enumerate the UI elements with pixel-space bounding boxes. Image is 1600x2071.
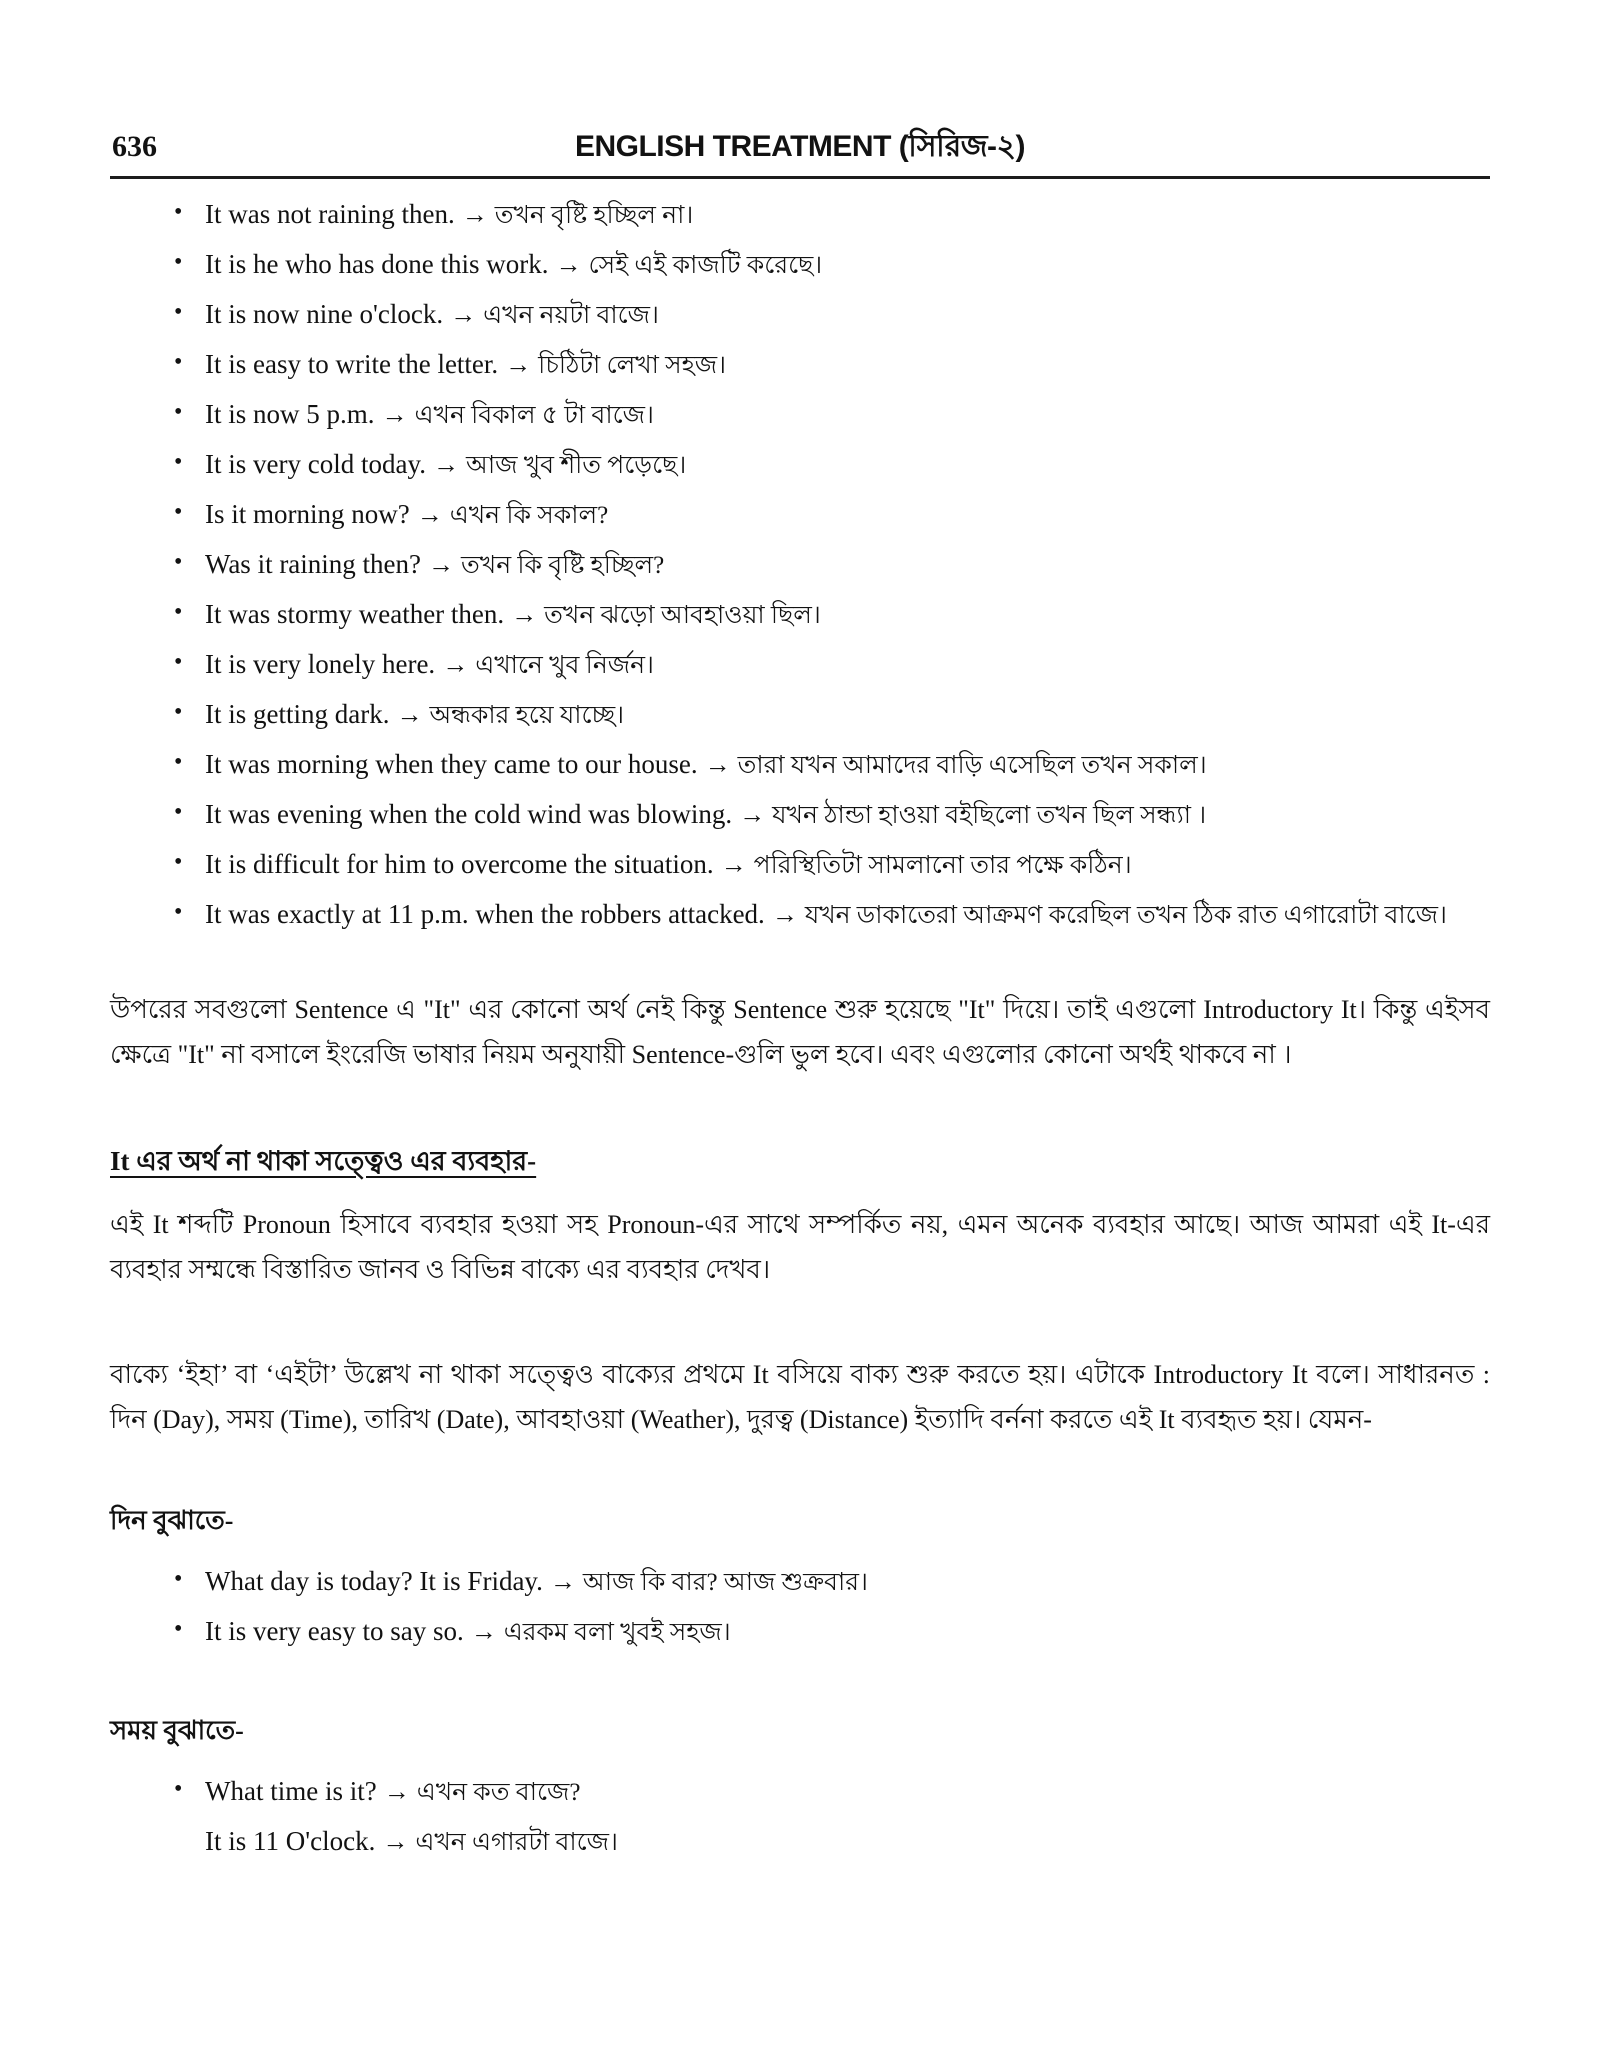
bullet-icon: • [174,699,183,725]
intro-example-list [110,195,1490,935]
example-bengali: চিঠিটা লেখা সহজ। [538,352,727,379]
bullet-icon: • [174,799,183,825]
example-english: It is very easy to say so. [205,1616,464,1646]
bullet-icon: • [174,499,183,525]
example-bengali: সেই এই কাজটি করেছে। [588,252,823,279]
bullet-icon: • [174,599,183,625]
list-item [110,295,1490,335]
example-english: What time is it? [205,1776,377,1806]
list-item [110,1562,1490,1602]
list-item [110,195,1490,235]
list-item [110,695,1490,735]
list-item [110,795,1490,835]
arrow-icon: → [382,1827,409,1856]
arrow-icon: → [416,500,443,529]
page-number: 636 [112,130,157,163]
bullet-icon: • [174,899,183,925]
example-bengali: এখন কত বাজে? [416,1779,581,1806]
arrow-icon: → [720,850,747,879]
list-item [110,445,1490,485]
example-english: It was exactly at 11 p.m. when the robbers attacked. [205,899,765,929]
bullet-icon: • [174,199,183,225]
bullet-icon: • [174,449,183,475]
arrow-icon: → [511,600,538,629]
list-item [110,1772,1490,1812]
usage-section-body: এই It শব্দটি Pronoun হিসাবে ব্যবহার হওয়া সহ Pronoun-এর সাথে সম্পর্কিত নয়, এমন অনেক ব্যবহার আছে। আজ আমরা এই It-এর ব্যবহার সম্মন্ধে বিস্তারিত জানব ও বিভিন্ন বাক্যে এর ব্যবহার দেখব। [110,1210,1490,1284]
arrow-icon: → [771,900,798,929]
arrow-icon: → [383,1777,410,1806]
list-item [110,595,1490,635]
example-bengali: আজ কি বার? আজ শুক্রবার। [582,1569,868,1596]
bullet-icon: • [174,1566,183,1592]
example-english: It was not raining then. [205,199,455,229]
list-item [110,495,1490,535]
example-bengali: তারা যখন আমাদের বাড়ি এসেছিল তখন সকাল। [737,752,1207,779]
arrow-icon: → [461,200,488,229]
example-bengali: আজ খুব শীত পড়েছে। [465,452,687,479]
example-english: It was evening when the cold wind was blowing. [205,799,733,829]
example-bengali: এখন বিকাল ৫ টা বাজে। [414,402,654,429]
arrow-icon: → [450,300,477,329]
example-english: It is easy to write the letter. [205,349,499,379]
example-english: It is very cold today. [205,449,426,479]
bullet-icon: • [174,249,183,275]
arrow-icon: → [739,800,766,829]
example-bengali: পরিস্থিতিটা সামলানো তার পক্ষে কঠিন। [753,852,1132,879]
list-item [110,895,1490,935]
usage-section-heading: It এর অর্থ না থাকা সত্ত্বেও এর ব্যবহার- [110,1146,537,1176]
bullet-icon: • [174,849,183,875]
arrow-icon: → [442,650,469,679]
list-item [110,1612,1490,1652]
arrow-icon: → [555,250,582,279]
bullet-icon: • [174,349,183,375]
list-item [110,245,1490,285]
bullet-icon: • [174,399,183,425]
arrow-icon: → [549,1567,576,1596]
arrow-icon: → [470,1617,497,1646]
list-item [110,395,1490,435]
example-english: It is now nine o'clock. [205,299,444,329]
arrow-icon: → [381,400,408,429]
list-item [110,545,1490,585]
example-english: It is now 5 p.m. [205,399,375,429]
example-bengali: এরকম বলা খুবই সহজ। [503,1619,731,1646]
example-bengali: এখন এগারটা বাজে। [415,1829,618,1856]
example-bengali: তখন বৃষ্টি হচ্ছিল না। [494,202,694,229]
page-header [110,130,1490,179]
example-bengali: যখন ডাকাতেরা আক্রমণ করেছিল তখন ঠিক রাত এগারোটা বাজে। [804,902,1447,929]
arrow-icon: → [396,700,423,729]
list-item [110,745,1490,785]
time-example-list [110,1772,1490,1812]
bullet-icon: • [174,1616,183,1642]
example-english: It was morning when they came to our house. [205,749,698,779]
page-title: ENGLISH TREATMENT (সিরিজ-২) [574,130,1026,163]
list-item [110,345,1490,385]
bullet-icon: • [174,649,183,675]
example-english: It is he who has done this work. [205,249,549,279]
arrow-icon: → [428,550,455,579]
example-bengali: যখন ঠান্ডা হাওয়া বইছিলো তখন ছিল সন্ধ্যা । [772,802,1207,829]
example-bengali: এখন কি সকাল? [449,502,609,529]
day-example-list [110,1562,1490,1652]
list-item [110,845,1490,885]
example-english: It was stormy weather then. [205,599,505,629]
example-bengali: অন্ধকার হয়ে যাচ্ছে। [429,702,625,729]
example-bengali: এখন নয়টা বাজে। [483,302,659,329]
list-item [110,645,1490,685]
example-english: What day is today? It is Friday. [205,1566,543,1596]
bullet-icon: • [174,1776,183,1802]
example-english: It is difficult for him to overcome the situation. [205,849,714,879]
bullet-icon: • [174,549,183,575]
time-section-heading: সময় বুঝাতে- [110,1716,244,1745]
example-english: It is 11 O'clock. [205,1826,376,1856]
example-english: It is getting dark. [205,699,390,729]
arrow-icon: → [432,450,459,479]
bullet-icon: • [174,299,183,325]
example-bengali: তখন কি বৃষ্টি হচ্ছিল? [461,552,665,579]
example-english: Is it morning now? [205,499,410,529]
introductory-it-paragraph: বাক্যে ‘ইহা’ বা ‘এইটা’ উল্লেখ না থাকা সত্ত্বেও বাক্যের প্রথমে It বসিয়ে বাক্য শুরু করতে হয়। এটাকে Introductory It বলে। সাধারনত : দিন (Day), সময় (Time), তারিখ (Date), আবহাওয়া (Weather), দুরত্ব (Distance) ইত্যাদি বর্ননা করতে এই It ব্যবহৃত হয়। যেমন- [110,1360,1490,1434]
example-bengali: তখন ঝড়ো আবহাওয়া ছিল। [544,602,821,629]
example-english: Was it raining then? [205,549,422,579]
example-bengali: এখানে খুব নির্জন। [475,652,654,679]
bullet-icon: • [174,749,183,775]
summary-paragraph: উপরের সবগুলো Sentence এ "It" এর কোনো অর্থ নেই কিন্তু Sentence শুরু হয়েছে "It" দিয়ে। তাই এগুলো Introductory It। কিন্তু এইসব ক্ষেত্রে "It" না বসালে ইংরেজি ভাষার নিয়ম অনুযায়ী Sentence-গুলি ভুল হবে। এবং এগুলোর কোনো অর্থই থাকবে না । [110,995,1490,1069]
arrow-icon: → [704,750,731,779]
time-example-continuation [110,1822,1490,1862]
example-english: It is very lonely here. [205,649,436,679]
arrow-icon: → [505,350,532,379]
day-section-heading: দিন বুঝাতে- [110,1506,234,1535]
